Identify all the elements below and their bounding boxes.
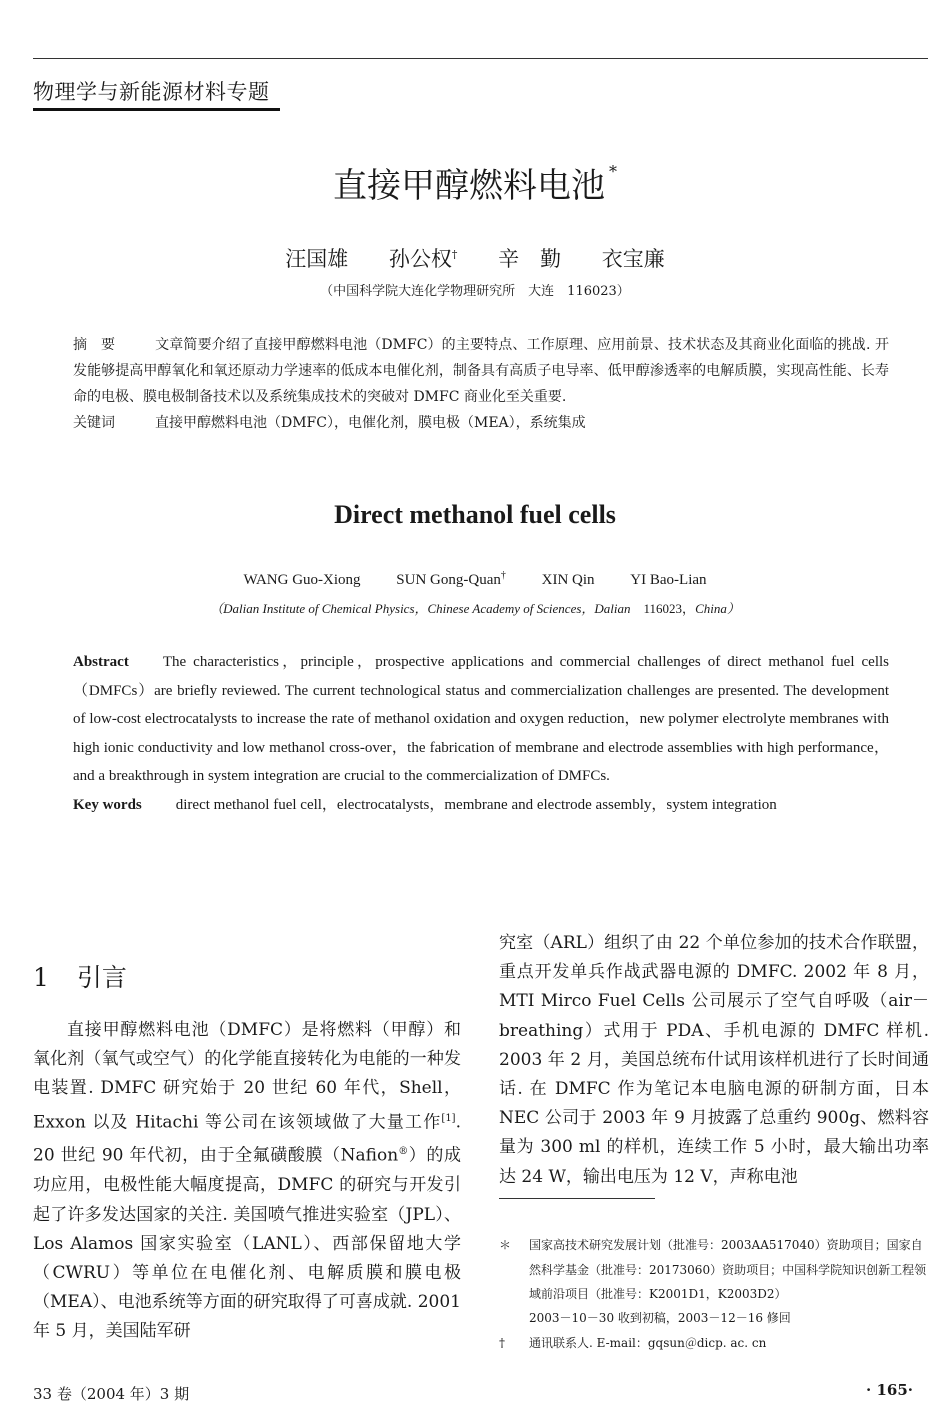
cn-title-footnote-mark: *: [609, 162, 617, 181]
en-author: WANG Guo-Xiong: [243, 572, 361, 588]
en-title: Direct methanol fuel cells: [334, 500, 616, 529]
footnote-funding: ＊ 国家高技术研究发展计划（批准号：2003AA517040）资助项目；国家自然科学基金（批准号：20173060）资助项目；中国科学院知识创新工程领域前沿项目（批准号：K2001D1，K2003D2）: [499, 1238, 927, 1301]
cn-abstract-text: 文章简要介绍了直接甲醇燃料电池（DMFC）的主要特点、工作原理、应用前景、技术状态及其商业化面临的挑战. 开发能够提高甲醇氧化和氧还原动力学速率的低成本电催化剂，制备具有高质子电导率、低甲醇渗透率的电解质膜，实现高性能、长寿命的电极、膜电极制备技术以及系统集成技术的突破对 DMFC 商业化至关重要.: [73, 337, 889, 405]
body-left-column: 直接甲醇燃料电池（DMFC）是将燃料（甲醇）和氧化剂（氧气或空气）的化学能直接转化为电能的一种发电装置. DMFC 研究始于 20 世纪 60 年代，Shell，Exxon 以及 Hitachi 等公司在该领域做了大量工作[1]. 20 世纪 90 年代初，由于全氟磺酸膜（Nafion®）的成功应用，电极性能大幅度提高，DMFC 的研究与开发引起了许多发达国家的关注. 美国喷气推进实验室（JPL）、Los Alamos 国家实验室（LANL）、西部保留地大学（CWRU）等单位在电催化剂、电解质膜和膜电极（MEA）、电池系统等方面的研究取得了可喜成就. 2001 年 5 月，美国陆军研: [33, 1020, 462, 1342]
cn-author: 孙公权†: [388, 247, 458, 271]
footnote-contact: † 通讯联系人. E-mail：gqsun＠dicp. ac. cn: [499, 1336, 767, 1350]
cn-abstract: [73, 332, 889, 410]
cn-title-text: 直接甲醇燃料电池: [333, 166, 605, 206]
cn-author: 辛 勤: [498, 247, 562, 271]
en-author: SUN Gong-Quan†: [396, 570, 506, 588]
cn-keywords-label: 关键词: [73, 415, 115, 431]
en-abstract: [73, 648, 889, 819]
body-right-column: 究室（ARL）组织了由 22 个单位参加的技术合作联盟，重点开发单兵作战武器电源的 DMFC. 2002 年 8 月，MTI Mirco Fuel Cells 公司展示了空气自呼吸（air－breathing）式用于 PDA、手机电源的 DMFC 样机. 2003 年 2 月，美国总统布什试用该样机进行了长时间通话. 在 DMFC 作为笔记本电脑电源的研制方面，日本 NEC 公司于 2003 年 9 月披露了总重约 900g、燃料容量为 300 ml 的样机，连续工作 5 小时，最大输出功率达 24 W，输出电压为 12 V，声称电池: [499, 933, 929, 1187]
cn-abstract-label: 摘要: [73, 337, 129, 353]
cn-affiliation: （中国科学院大连化学物理研究所 大连 116023）: [320, 284, 630, 299]
en-author: XIN Qin: [541, 572, 595, 588]
footnote-dates: 2003－10－30 收到初稿，2003－12－16 修回: [529, 1311, 791, 1325]
top-rule: [33, 58, 928, 59]
en-authors: [0, 570, 950, 589]
en-keywords: [73, 791, 889, 820]
footnote-rule: [499, 1198, 655, 1199]
cn-keywords: [73, 410, 889, 436]
cn-title: [0, 158, 950, 207]
citation-ref[interactable]: [1]: [441, 1112, 456, 1124]
section-label-underline: [33, 108, 280, 111]
cn-author: 衣宝廉: [601, 247, 665, 271]
en-keywords-label: Key words: [73, 796, 142, 813]
cn-author: 汪国雄: [285, 247, 349, 271]
en-abstract-text: The characteristics，principle，prospective applications and commercial challenges of direct methanol fuel cells（DMFCs）are briefly reviewed. The current technological status and commercialization challenges are presented. The development of low-cost electrocatalysts to increase the rate of methanol oxidation and oxygen reduction，new polymer electrolyte membranes with high ionic conductivity and low methanol cross-over，the fabrication of membrane and electrode assemblies with high performance，and a breakthrough in system integration are crucial to the commercialization of DMFCs.: [73, 654, 889, 784]
section-label: 物理学与新能源材料专题: [33, 80, 270, 104]
page-number: · 165·: [866, 1381, 913, 1399]
en-keywords-text: direct methanol fuel cell，electrocatalysts，membrane and electrode assembly，system integration: [175, 796, 777, 813]
en-author: YI Bao-Lian: [630, 572, 707, 588]
cn-authors: [0, 243, 950, 273]
section-heading: 1 引言: [33, 963, 127, 992]
cn-keywords-text: 直接甲醇燃料电池（DMFC），电催化剂，膜电极（MEA），系统集成: [155, 415, 586, 431]
journal-issue: 33 卷（2004 年）3 期: [33, 1385, 190, 1403]
en-abstract-label: Abstract: [73, 654, 129, 670]
en-affiliation: （Dalian Institute of Chemical Physics，Chinese Academy of Sciences，Dalian 116023，China）: [210, 601, 740, 616]
